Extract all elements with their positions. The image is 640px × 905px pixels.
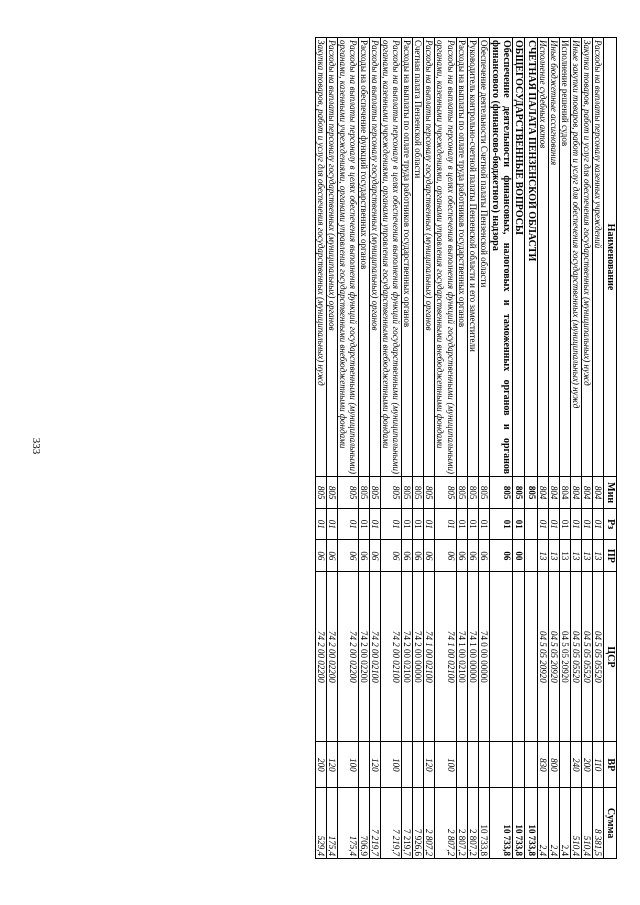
cell-pr: 06 xyxy=(381,540,402,572)
cell-min: 804 xyxy=(559,477,570,509)
cell-pr: 06 xyxy=(435,540,456,572)
cell-csr: 74 1 00 02100 xyxy=(456,572,467,742)
table-row xyxy=(548,38,559,859)
cell-csr xyxy=(525,572,537,742)
cell-vr: 100 xyxy=(337,742,358,788)
cell-pr: 06 xyxy=(369,540,380,572)
table-row xyxy=(513,38,525,859)
cell-vr xyxy=(559,742,570,788)
cell-pr: 13 xyxy=(581,540,592,572)
cell-min: 805 xyxy=(381,477,402,509)
cell-min: 804 xyxy=(570,477,581,509)
header-row xyxy=(604,38,617,859)
cell-csr: 74 1 00 02100 xyxy=(435,572,456,742)
cell-sum: 175,4 xyxy=(337,788,358,859)
cell-rz: 01 xyxy=(326,509,337,540)
cell-rz: 01 xyxy=(592,509,603,540)
cell-min: 805 xyxy=(369,477,380,509)
header-min: Мин xyxy=(604,477,617,509)
cell-min: 805 xyxy=(435,477,456,509)
cell-min: 804 xyxy=(592,477,603,509)
cell-sum: 2 807,2 xyxy=(467,788,478,859)
cell-min: 805 xyxy=(315,477,326,509)
table-row xyxy=(456,38,467,859)
table-row xyxy=(358,38,369,859)
table-row xyxy=(315,38,326,859)
cell-sum: 7 219,7 xyxy=(381,788,402,859)
cell-vr xyxy=(402,742,413,788)
cell-name: Расходы на выплаты персоналу в целях обеспечения выполнения функций государственными (муниципальными) органами, казенными учреждениями, органами управления государственными внебюджетными фондами xyxy=(435,38,456,477)
cell-pr: 06 xyxy=(315,540,326,572)
cell-pr: 13 xyxy=(548,540,559,572)
table-row xyxy=(424,38,435,859)
cell-vr: 100 xyxy=(435,742,456,788)
cell-pr: 00 xyxy=(513,540,525,572)
cell-sum: 175,4 xyxy=(326,788,337,859)
cell-rz: 01 xyxy=(456,509,467,540)
cell-min: 805 xyxy=(358,477,369,509)
cell-name: СЧЕТНАЯ ПАЛАТА ПЕНЗЕНСКОЙ ОБЛАСТИ xyxy=(525,38,537,477)
cell-sum: 10 733,8 xyxy=(478,788,489,859)
cell-rz: 01 xyxy=(570,509,581,540)
cell-csr: 04 5 05 05520 xyxy=(570,572,581,742)
cell-min: 805 xyxy=(326,477,337,509)
cell-vr xyxy=(478,742,489,788)
cell-sum: 510,4 xyxy=(581,788,592,859)
cell-min: 805 xyxy=(525,477,537,509)
cell-name: Руководитель контрольно-счетной палаты Пензенской области и его заместители xyxy=(467,38,478,477)
cell-pr: 06 xyxy=(337,540,358,572)
cell-sum: 10 733,8 xyxy=(513,788,525,859)
cell-name: Закупка товаров, работ и услуг для обеспечения государственных (муниципальных) нужд xyxy=(315,38,326,477)
cell-min: 804 xyxy=(581,477,592,509)
header-vr: ВР xyxy=(604,742,617,788)
cell-vr xyxy=(525,742,537,788)
cell-csr: 04 5 05 20920 xyxy=(548,572,559,742)
cell-min: 805 xyxy=(467,477,478,509)
cell-vr: 120 xyxy=(424,742,435,788)
cell-rz: 01 xyxy=(435,509,456,540)
cell-min: 805 xyxy=(413,477,424,509)
cell-vr: 110 xyxy=(592,742,603,788)
cell-vr xyxy=(467,742,478,788)
rotated-page-content xyxy=(62,37,617,859)
cell-csr: 74 2 00 02200 xyxy=(337,572,358,742)
cell-pr: 13 xyxy=(570,540,581,572)
cell-rz: 01 xyxy=(424,509,435,540)
table-row xyxy=(489,38,512,859)
cell-pr: 13 xyxy=(559,540,570,572)
cell-min: 805 xyxy=(402,477,413,509)
cell-sum: 7 219,7 xyxy=(369,788,380,859)
cell-vr: 800 xyxy=(548,742,559,788)
cell-name: Исполнение решений судов xyxy=(559,38,570,477)
cell-sum: 2 807,2 xyxy=(435,788,456,859)
cell-csr: 74 1 00 00000 xyxy=(467,572,478,742)
cell-name: Иные бюджетные ассигнования xyxy=(548,38,559,477)
table-row xyxy=(337,38,358,859)
table-row xyxy=(467,38,478,859)
cell-rz: 01 xyxy=(489,509,512,540)
cell-rz: 01 xyxy=(402,509,413,540)
header-csr: ЦСР xyxy=(604,572,617,742)
cell-vr xyxy=(456,742,467,788)
table-row xyxy=(525,38,537,859)
header-pr: ПР xyxy=(604,540,617,572)
cell-name: Расходы на выплаты персоналу государственных (муниципальных) органов xyxy=(326,38,337,477)
cell-sum: 2 807,2 xyxy=(424,788,435,859)
cell-vr xyxy=(489,742,512,788)
cell-name: Расходы на выплаты персоналу государственных (муниципальных) органов xyxy=(424,38,435,477)
cell-name: Исполнение судебных актов xyxy=(537,38,548,477)
cell-vr xyxy=(358,742,369,788)
cell-pr: 06 xyxy=(358,540,369,572)
cell-vr: 200 xyxy=(315,742,326,788)
cell-rz: 01 xyxy=(581,509,592,540)
cell-vr: 100 xyxy=(381,742,402,788)
cell-min: 805 xyxy=(513,477,525,509)
cell-sum: 10 733,8 xyxy=(489,788,512,859)
cell-pr: 06 xyxy=(413,540,424,572)
cell-sum: 2,4 xyxy=(537,788,548,859)
cell-csr: 74 2 00 02100 xyxy=(381,572,402,742)
cell-csr: 04 5 05 05520 xyxy=(592,572,603,742)
cell-csr: 04 5 05 20920 xyxy=(559,572,570,742)
cell-vr: 200 xyxy=(581,742,592,788)
cell-pr: 06 xyxy=(424,540,435,572)
cell-rz: 01 xyxy=(337,509,358,540)
cell-csr: 74 2 00 02200 xyxy=(326,572,337,742)
cell-vr: 120 xyxy=(369,742,380,788)
cell-rz: 01 xyxy=(358,509,369,540)
cell-csr xyxy=(513,572,525,742)
table-row xyxy=(369,38,380,859)
cell-pr: 06 xyxy=(456,540,467,572)
cell-csr: 74 2 00 00000 xyxy=(413,572,424,742)
cell-name: Расходы на выплаты персоналу государственных (муниципальных) органов xyxy=(369,38,380,477)
table-row xyxy=(537,38,548,859)
cell-name: Расходы на выплаты персоналу в целях обеспечения выполнения функций государственными (муниципальными) органами, казенными учреждениями, органами управления государственными внебюджетными фондами xyxy=(337,38,358,477)
page-number: 333 xyxy=(30,437,42,455)
table-row xyxy=(413,38,424,859)
cell-rz: 01 xyxy=(537,509,548,540)
cell-csr: 04 5 05 20920 xyxy=(537,572,548,742)
cell-name: Расходы на выплаты по оплате труда работников государственных органов xyxy=(402,38,413,477)
cell-pr: 06 xyxy=(478,540,489,572)
cell-name: Обеспечение деятельности финансовых, налоговых и таможенных органов и органов финансового (финансово-бюджетного) надзора xyxy=(489,38,512,477)
cell-sum: 7 926,6 xyxy=(413,788,424,859)
table-row xyxy=(326,38,337,859)
cell-sum: 2,4 xyxy=(559,788,570,859)
cell-min: 804 xyxy=(548,477,559,509)
cell-min: 804 xyxy=(537,477,548,509)
cell-pr: 06 xyxy=(326,540,337,572)
header-rz: Рз xyxy=(604,509,617,540)
header-name: Наименование xyxy=(604,38,617,477)
budget-table xyxy=(315,37,617,859)
cell-rz: 01 xyxy=(413,509,424,540)
cell-csr: 74 2 00 02100 xyxy=(402,572,413,742)
cell-name: ОБЩЕГОСУДАРСТВЕННЫЕ ВОПРОСЫ xyxy=(513,38,525,477)
cell-csr: 74 2 00 02100 xyxy=(369,572,380,742)
cell-min: 805 xyxy=(489,477,512,509)
table-row xyxy=(592,38,603,859)
cell-csr: 74 1 00 02100 xyxy=(424,572,435,742)
cell-vr xyxy=(413,742,424,788)
cell-pr: 06 xyxy=(402,540,413,572)
cell-rz: 01 xyxy=(315,509,326,540)
cell-csr: 04 5 05 05520 xyxy=(581,572,592,742)
cell-sum: 529,4 xyxy=(315,788,326,859)
cell-rz: 01 xyxy=(478,509,489,540)
cell-sum: 706,9 xyxy=(358,788,369,859)
cell-name: Обеспечение деятельности Счетной палаты Пензенской области xyxy=(478,38,489,477)
cell-name: Расходы на выплаты персоналу казенных учреждений xyxy=(592,38,603,477)
cell-pr: 13 xyxy=(537,540,548,572)
cell-sum: 8 381,5 xyxy=(592,788,603,859)
cell-min: 805 xyxy=(478,477,489,509)
cell-rz: 01 xyxy=(559,509,570,540)
cell-sum: 2,4 xyxy=(548,788,559,859)
cell-rz: 01 xyxy=(381,509,402,540)
cell-name: Расходы на обеспечение функций государственных органов xyxy=(358,38,369,477)
cell-rz: 01 xyxy=(548,509,559,540)
cell-name: Закупка товаров, работ и услуг для обеспечения государственных (муниципальных) нужд xyxy=(581,38,592,477)
table-row xyxy=(478,38,489,859)
cell-rz: 01 xyxy=(513,509,525,540)
cell-sum: 7 219,7 xyxy=(402,788,413,859)
cell-vr: 830 xyxy=(537,742,548,788)
cell-min: 805 xyxy=(456,477,467,509)
cell-pr: 13 xyxy=(592,540,603,572)
table-row xyxy=(559,38,570,859)
cell-pr: 06 xyxy=(489,540,512,572)
table-row xyxy=(402,38,413,859)
cell-min: 805 xyxy=(337,477,358,509)
cell-csr: 74 2 00 02200 xyxy=(315,572,326,742)
cell-name: Счетная палата Пензенской области xyxy=(413,38,424,477)
cell-vr: 120 xyxy=(326,742,337,788)
cell-name: Расходы на выплаты по оплате труда работников государственных органов xyxy=(456,38,467,477)
cell-pr: 06 xyxy=(467,540,478,572)
cell-sum: 10 733,8 xyxy=(525,788,537,859)
cell-csr: 74 2 00 02200 xyxy=(358,572,369,742)
cell-csr: 74 0 00 00000 xyxy=(478,572,489,742)
cell-vr: 240 xyxy=(570,742,581,788)
cell-min: 805 xyxy=(424,477,435,509)
cell-csr xyxy=(489,572,512,742)
cell-name: Расходы на выплаты персоналу в целях обеспечения выполнения функций государственными (муниципальными) органами, казенными учреждениями, органами управления государственными внебюджетными фондами xyxy=(381,38,402,477)
cell-pr xyxy=(525,540,537,572)
cell-sum: 2 807,2 xyxy=(456,788,467,859)
cell-rz: 01 xyxy=(369,509,380,540)
table-row xyxy=(381,38,402,859)
header-sum: Сумма xyxy=(604,788,617,859)
table-row xyxy=(581,38,592,859)
table-row xyxy=(570,38,581,859)
table-row xyxy=(435,38,456,859)
cell-sum: 510,4 xyxy=(570,788,581,859)
cell-name: Иные закупки товаров, работ и услуг для обеспечения государственных (муниципальных) нужд xyxy=(570,38,581,477)
cell-vr xyxy=(513,742,525,788)
cell-rz xyxy=(525,509,537,540)
cell-rz: 01 xyxy=(467,509,478,540)
